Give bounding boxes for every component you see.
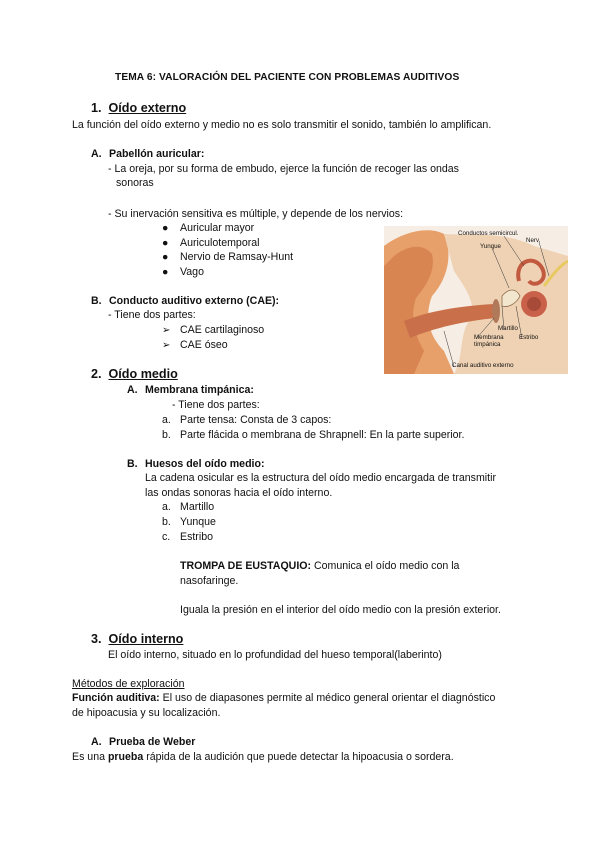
bullet-icon: ● <box>162 222 169 234</box>
section-1-intro: La función del oído externo y medio no es solo transmitir el sonido, también lo amplifican. <box>72 119 492 131</box>
subsection-1a-heading <box>91 147 204 161</box>
label-canal: Canal auditivo externo <box>452 362 514 369</box>
funcion-label: Función auditiva: <box>72 692 160 704</box>
subsection-1b-letter: B. <box>91 295 102 307</box>
nerve-list-item: ● Nervio de Ramsay-Hunt <box>162 251 294 263</box>
nerve-list-item: ● Vago <box>162 266 204 278</box>
arrow-bullet-icon: ➢ <box>162 325 171 336</box>
weber-letter: A. <box>91 736 102 748</box>
arrow-bullet-icon: ➢ <box>162 340 171 351</box>
eardrum-shape <box>492 299 500 323</box>
trompa-iguala: Iguala la presión en el interior del oído medio con la presión exterior. <box>180 604 501 616</box>
nerve-list-item: ● Auricular mayor <box>162 222 255 234</box>
hueso-item: b. Yunque <box>162 516 216 528</box>
section-2-title: Oído medio <box>108 367 178 381</box>
funcion-line-1: Función auditiva: El uso de diapasones permite al médico general orientar el diagnóstico <box>72 692 496 704</box>
section-1-title: Oído externo <box>108 101 187 115</box>
membrana-item: b. Parte flácida o membrana de Shrapnell: En la parte superior. <box>162 429 465 441</box>
nerve-list-item: ● Auriculotemporal <box>162 237 260 249</box>
cochlea-inner-shape <box>527 297 541 311</box>
pabellon-line-2: sonoras <box>116 177 154 189</box>
weber-heading <box>91 735 195 749</box>
subsection-1b-heading <box>91 294 279 308</box>
bullet-icon: ● <box>162 237 169 249</box>
pabellon-line-1: - La oreja, por su forma de embudo, ejerce la función de recoger las ondas <box>108 163 459 175</box>
label-membrana-1: Membrana <box>474 334 504 341</box>
subsection-2a-letter: A. <box>127 384 138 396</box>
huesos-line-1: La cadena osicular es la estructura del oído medio encargada de transmitir <box>145 472 496 484</box>
label-yunque: Yunque <box>480 243 501 250</box>
trompa-line-2: nasofaringe. <box>180 575 239 587</box>
hueso-item: a. Martillo <box>162 501 215 513</box>
cae-part-item: ➢ CAE óseo <box>162 339 228 351</box>
subsection-2b-letter: B. <box>127 458 138 470</box>
subsection-2a-heading <box>127 383 254 397</box>
subsection-1a-title: Pabellón auricular: <box>109 148 205 160</box>
subsection-2b-heading <box>127 457 265 471</box>
label-conductos: Conductos semicircul. <box>458 230 519 237</box>
hueso-item: c. Estribo <box>162 531 213 543</box>
section-2-number: 2. <box>91 367 102 381</box>
label-martillo: Martillo <box>498 325 518 332</box>
bullet-icon: ● <box>162 251 169 263</box>
membrana-item: a. Parte tensa: Consta de 3 capos: <box>162 414 332 426</box>
label-estribo: Estribo <box>519 334 539 341</box>
subsection-2b-title: Huesos del oído medio: <box>145 458 265 470</box>
membrana-line-1: - Tiene dos partes: <box>172 399 260 411</box>
weber-text: Es una prueba rápida de la audición que puede detectar la hipoacusia o sordera. <box>72 751 454 763</box>
subsection-2a-title: Membrana timpánica: <box>145 384 254 396</box>
ear-anatomy-figure <box>384 226 568 374</box>
pabellon-line-3: - Su inervación sensitiva es múltiple, y depende de los nervios: <box>108 208 404 220</box>
label-membrana-2: timpánica <box>474 341 501 348</box>
weber-title: Prueba de Weber <box>109 736 196 748</box>
label-nervio: Nerv. <box>526 237 541 244</box>
cae-line-1: - Tiene dos partes: <box>108 309 196 321</box>
section-3-text: El oído interno, situado en lo profundidad del hueso temporal(laberinto) <box>108 649 442 661</box>
section-1-heading <box>91 101 186 115</box>
subsection-1b-title: Conducto auditivo externo (CAE): <box>109 295 280 307</box>
section-1-number: 1. <box>91 101 102 115</box>
trompa-line-1: TROMPA DE EUSTAQUIO: Comunica el oído medio con la <box>180 560 460 572</box>
subsection-1a-letter: A. <box>91 148 102 160</box>
section-3-number: 3. <box>91 632 102 646</box>
metodos-heading: Métodos de exploración <box>72 678 185 690</box>
bullet-icon: ● <box>162 266 169 278</box>
section-3-heading <box>91 632 183 646</box>
funcion-line-2: de hipoacusia y su localización. <box>72 707 221 719</box>
trompa-label: TROMPA DE EUSTAQUIO: <box>180 560 312 572</box>
cae-part-item: ➢ CAE cartilaginoso <box>162 324 265 336</box>
section-3-title: Oído interno <box>108 632 184 646</box>
section-2-heading <box>91 367 178 381</box>
huesos-line-2: las ondas sonoras hacia el oído interno. <box>145 487 333 499</box>
page-title: TEMA 6: VALORACIÓN DEL PACIENTE CON PROBLEMAS AUDITIVOS <box>115 72 460 83</box>
